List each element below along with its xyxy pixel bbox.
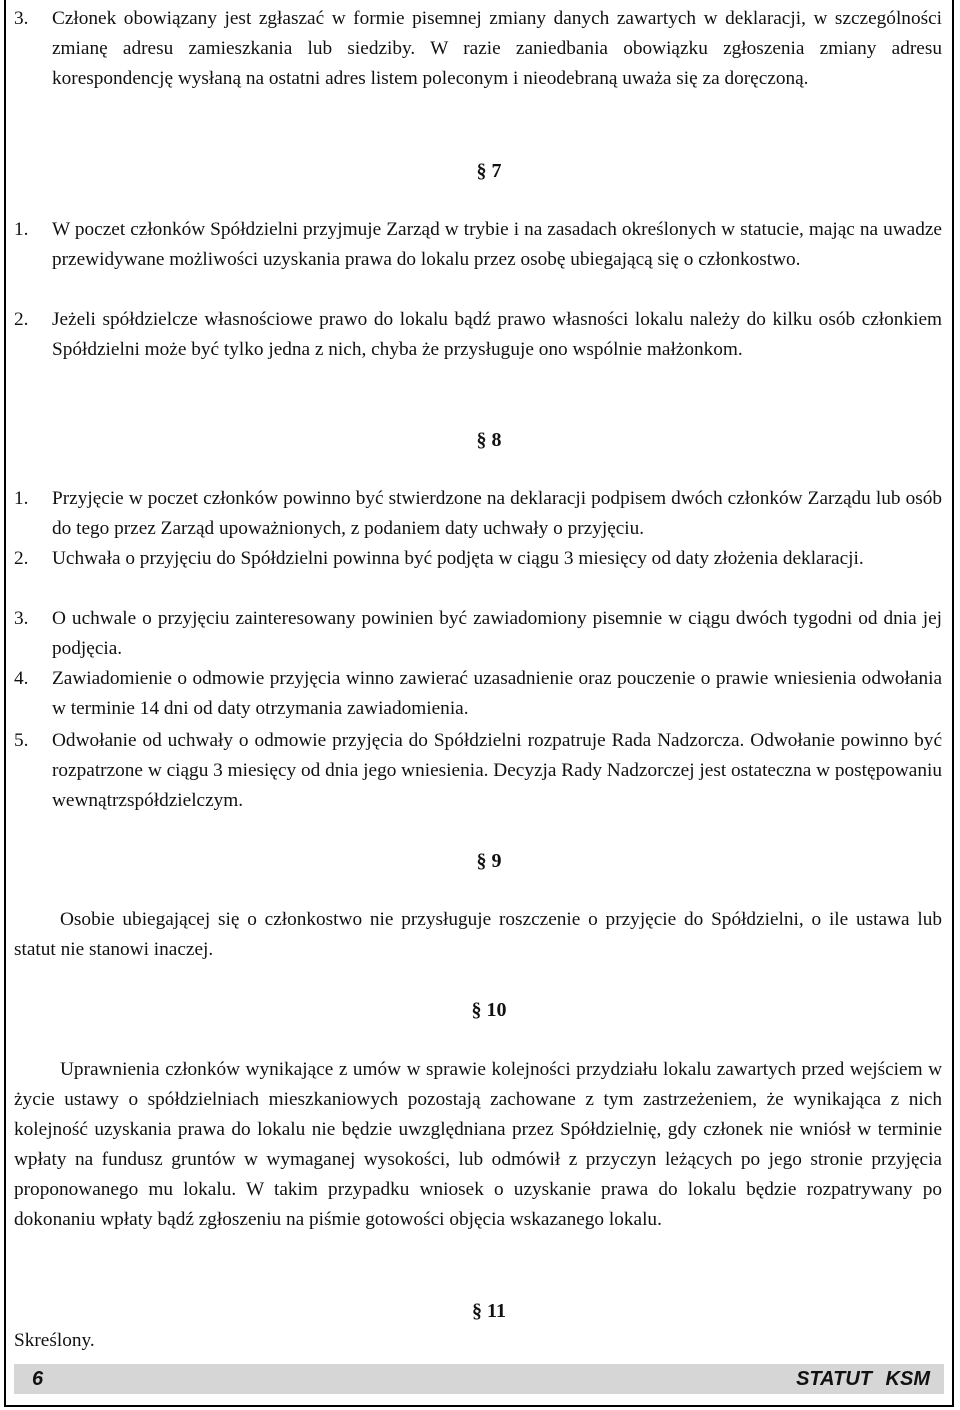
item-text: W poczet członków Spółdzielni przyjmuje Zarząd w trybie i na zasadach określonych w statucie, mając na uwadze przewidywane możliwości uzyskania prawa do lokalu przez osobę ubiegającą się o członkostwo.: [52, 219, 942, 270]
section-heading-8: § 8: [476, 429, 502, 451]
item-number: 1.: [14, 219, 29, 240]
section-heading-10: § 10: [471, 999, 507, 1021]
item-text: Zawiadomienie o odmowie przyjęcia winno zawierać uzasadnienie oraz pouczenie o prawie wniesienia odwołania w terminie 14 dni od daty otrzymania zawiadomienia.: [52, 668, 942, 719]
paragraph-text: Osobie ubiegającej się o członkostwo nie przysługuje roszczenie o przyjęcie do Spółdzielni, o ile ustawa lub statut nie stanowi inaczej.: [14, 909, 942, 960]
s9-paragraph: [14, 905, 942, 965]
item-text: Członek obowiązany jest zgłaszać w formie pisemnej zmiany danych zawartych w deklaracji, w szczególności zmianę adresu zamieszkania lub siedziby. W razie zaniedbania obowiązku zgłoszenia zmiany adresu korespondencję wysłaną na ostatni adres listem poleconym i nieodebraną uważa się za doręczoną.: [52, 8, 942, 89]
page-footer: [14, 1364, 944, 1394]
intro-item-3: [14, 4, 942, 94]
s7-item-2: [14, 305, 942, 365]
item-text: Odwołanie od uchwały o odmowie przyjęcia do Spółdzielni rozpatruje Rada Nadzorcza. Odwołanie powinno być rozpatrzone w ciągu 3 miesięcy od dnia jego wniesienia. Decyzja Rady Nadzorczej jest ostateczna w postępowaniu wewnątrzspółdzielczym.: [52, 730, 942, 811]
s8-item-2: [14, 544, 942, 574]
s11-text: Skreślony.: [14, 1330, 95, 1351]
s8-item-1: [14, 484, 942, 544]
item-text: Uchwała o przyjęciu do Spółdzielni powinna być podjęta w ciągu 3 miesięcy od daty złożenia deklaracji.: [52, 548, 864, 569]
page-number: 6: [32, 1368, 44, 1390]
s8-item-5: [14, 726, 942, 816]
document-page: [4, 0, 954, 1407]
section-heading-7: § 7: [476, 160, 502, 182]
paragraph-text: Uprawnienia członków wynikające z umów w sprawie kolejności przydziału lokalu zawartych przed wejściem w życie ustawy o spółdzielniach mieszkaniowych pozostają zachowane z tym zastrzeżeniem, że wynikająca z nich kolejność uzyskania prawa do lokalu nie będzie uwzględniana przez Spółdzielnię, gdy członek nie wniósł w terminie wpłaty na fundusz gruntów w wymaganej wysokości, lub odmówił z przyczyn leżących po jego stronie przyjęcia proponowanego mu lokalu. W takim przypadku wniosek o uzyskanie prawa do lokalu będzie rozpatrywany po dokonaniu wpłaty bądź zgłoszeniu na piśmie gotowości objęcia wskazanego lokalu.: [14, 1059, 942, 1230]
item-number: 4.: [14, 668, 29, 689]
item-text: Jeżeli spółdzielcze własnościowe prawo do lokalu bądź prawo własności lokalu należy do kilku osób członkiem Spółdzielni może być tylko jedna z nich, chyba że przysługuje ono wspólnie małżonkom.: [52, 309, 942, 360]
section-heading-9: § 9: [476, 850, 502, 872]
item-number: 2.: [14, 309, 29, 330]
s7-item-1: [14, 215, 942, 275]
item-number: 5.: [14, 730, 29, 751]
s8-item-3: [14, 604, 942, 664]
s10-paragraph: [14, 1055, 942, 1235]
item-text: O uchwale o przyjęciu zainteresowany powinien być zawiadomiony pisemnie w ciągu dwóch tygodni od dnia jej podjęcia.: [52, 608, 942, 659]
item-number: 3.: [14, 8, 29, 29]
footer-title: STATUT KSM: [796, 1368, 930, 1390]
item-text: Przyjęcie w poczet członków powinno być stwierdzone na deklaracji podpisem dwóch członków Zarządu lub osób do tego przez Zarząd upoważnionych, z podaniem daty uchwały o przyjęciu.: [52, 488, 942, 539]
item-number: 1.: [14, 488, 29, 509]
item-number: 2.: [14, 548, 29, 569]
s8-item-4: [14, 664, 942, 724]
item-number: 3.: [14, 608, 29, 629]
section-heading-11: § 11: [472, 1300, 506, 1322]
